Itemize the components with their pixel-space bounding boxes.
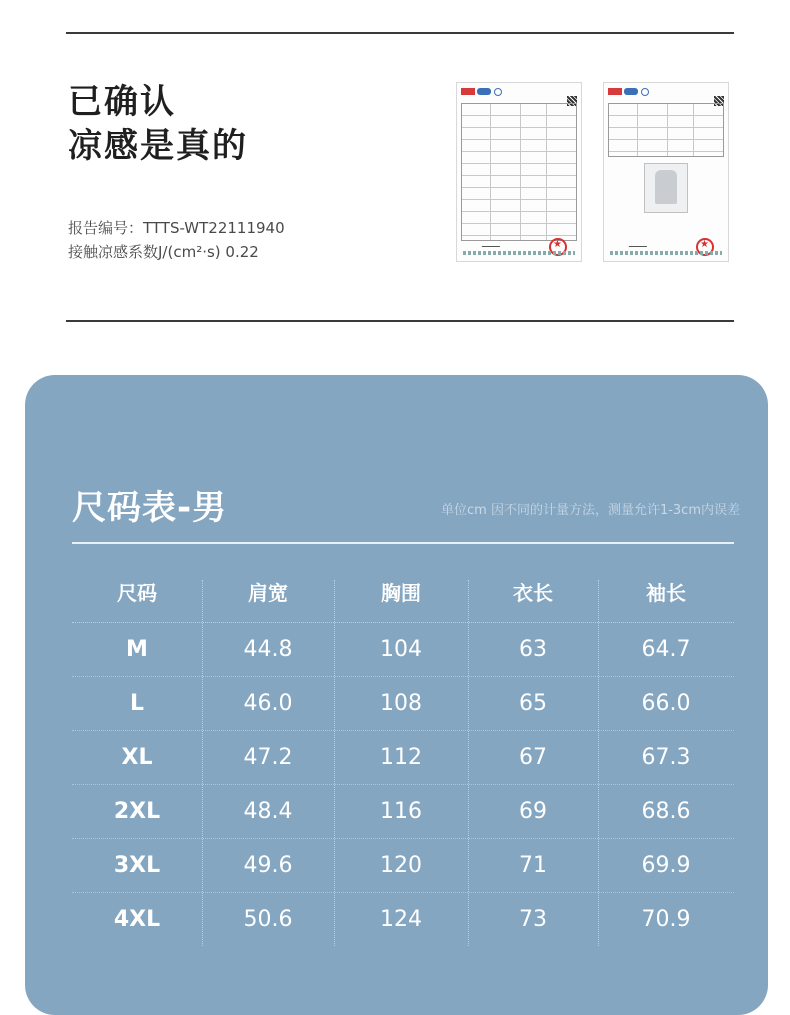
size-cell: 3XL — [113, 853, 161, 878]
report-header — [608, 86, 724, 100]
shoulder-cell: 49.6 — [243, 853, 293, 878]
sleeve-cell: 66.0 — [641, 691, 691, 716]
size-cell: L — [129, 691, 145, 716]
chest-cell: 104 — [380, 637, 422, 662]
report-header — [461, 86, 577, 100]
headline-line-2: 凉感是真的 — [68, 126, 248, 166]
length-cell: 65 — [519, 691, 547, 716]
report-info — [68, 216, 285, 264]
table-row — [72, 731, 734, 785]
cooling-coefficient: 接触凉感系数J/(cm²·s) 0.22 — [68, 243, 259, 261]
shoulder-cell: 44.8 — [243, 637, 293, 662]
size-cell: 4XL — [113, 907, 161, 932]
table-row — [72, 893, 734, 946]
headline-line-1: 已确认 — [68, 82, 176, 122]
sleeve-cell: 68.6 — [641, 799, 691, 824]
shoulder-cell: 46.0 — [243, 691, 293, 716]
table-header-row — [72, 560, 734, 623]
table-row — [72, 785, 734, 839]
shoulder-cell: 50.6 — [243, 907, 293, 932]
length-cell: 73 — [519, 907, 547, 932]
sleeve-cell: 67.3 — [641, 745, 691, 770]
header-chest: 胸围 — [381, 580, 421, 605]
size-chart-title: 尺码表-男 — [72, 488, 228, 528]
shoulder-cell: 47.2 — [243, 745, 293, 770]
sleeve-cell: 64.7 — [641, 637, 691, 662]
length-cell: 69 — [519, 799, 547, 824]
length-cell: 63 — [519, 637, 547, 662]
header-size: 尺码 — [117, 580, 157, 605]
report-table — [461, 103, 577, 241]
chest-cell: 112 — [380, 745, 422, 770]
signature — [629, 240, 650, 247]
measurement-note: 单位cm 因不同的计量方法，测量允许1-3cm内误差 — [441, 503, 740, 518]
size-table — [72, 560, 734, 946]
cert-headline — [68, 80, 248, 168]
header-length: 衣长 — [513, 580, 553, 605]
footer-text — [610, 251, 722, 255]
test-report-page-2 — [603, 82, 729, 262]
header-sleeve: 袖长 — [646, 580, 686, 605]
length-cell: 67 — [519, 745, 547, 770]
bottom-divider — [66, 320, 734, 322]
report-number: 报告编号：TTTS-WT22111940 — [68, 219, 285, 237]
length-cell: 71 — [519, 853, 547, 878]
cma-logo-icon — [608, 88, 622, 95]
size-cell: M — [126, 637, 148, 662]
ilac-logo-icon — [624, 88, 638, 95]
chest-cell: 116 — [380, 799, 422, 824]
sleeve-cell: 70.9 — [641, 907, 691, 932]
footer-text — [463, 251, 575, 255]
shoulder-cell: 48.4 — [243, 799, 293, 824]
table-row — [72, 677, 734, 731]
sample-photo — [644, 163, 688, 213]
sleeve-cell: 69.9 — [641, 853, 691, 878]
ilac-logo-icon — [477, 88, 491, 95]
chest-cell: 120 — [380, 853, 422, 878]
report-table — [608, 103, 724, 157]
cma-logo-icon — [461, 88, 475, 95]
top-divider — [66, 32, 734, 34]
cnas-logo-icon — [641, 88, 649, 96]
size-cell: XL — [121, 745, 153, 770]
table-row — [72, 623, 734, 677]
chest-cell: 124 — [380, 907, 422, 932]
table-row — [72, 839, 734, 893]
size-cell: 2XL — [113, 799, 161, 824]
chest-cell: 108 — [380, 691, 422, 716]
header-shoulder: 肩宽 — [248, 580, 288, 605]
cnas-logo-icon — [494, 88, 502, 96]
signature — [482, 240, 503, 247]
title-underline — [72, 542, 734, 544]
test-report-page-1 — [456, 82, 582, 262]
